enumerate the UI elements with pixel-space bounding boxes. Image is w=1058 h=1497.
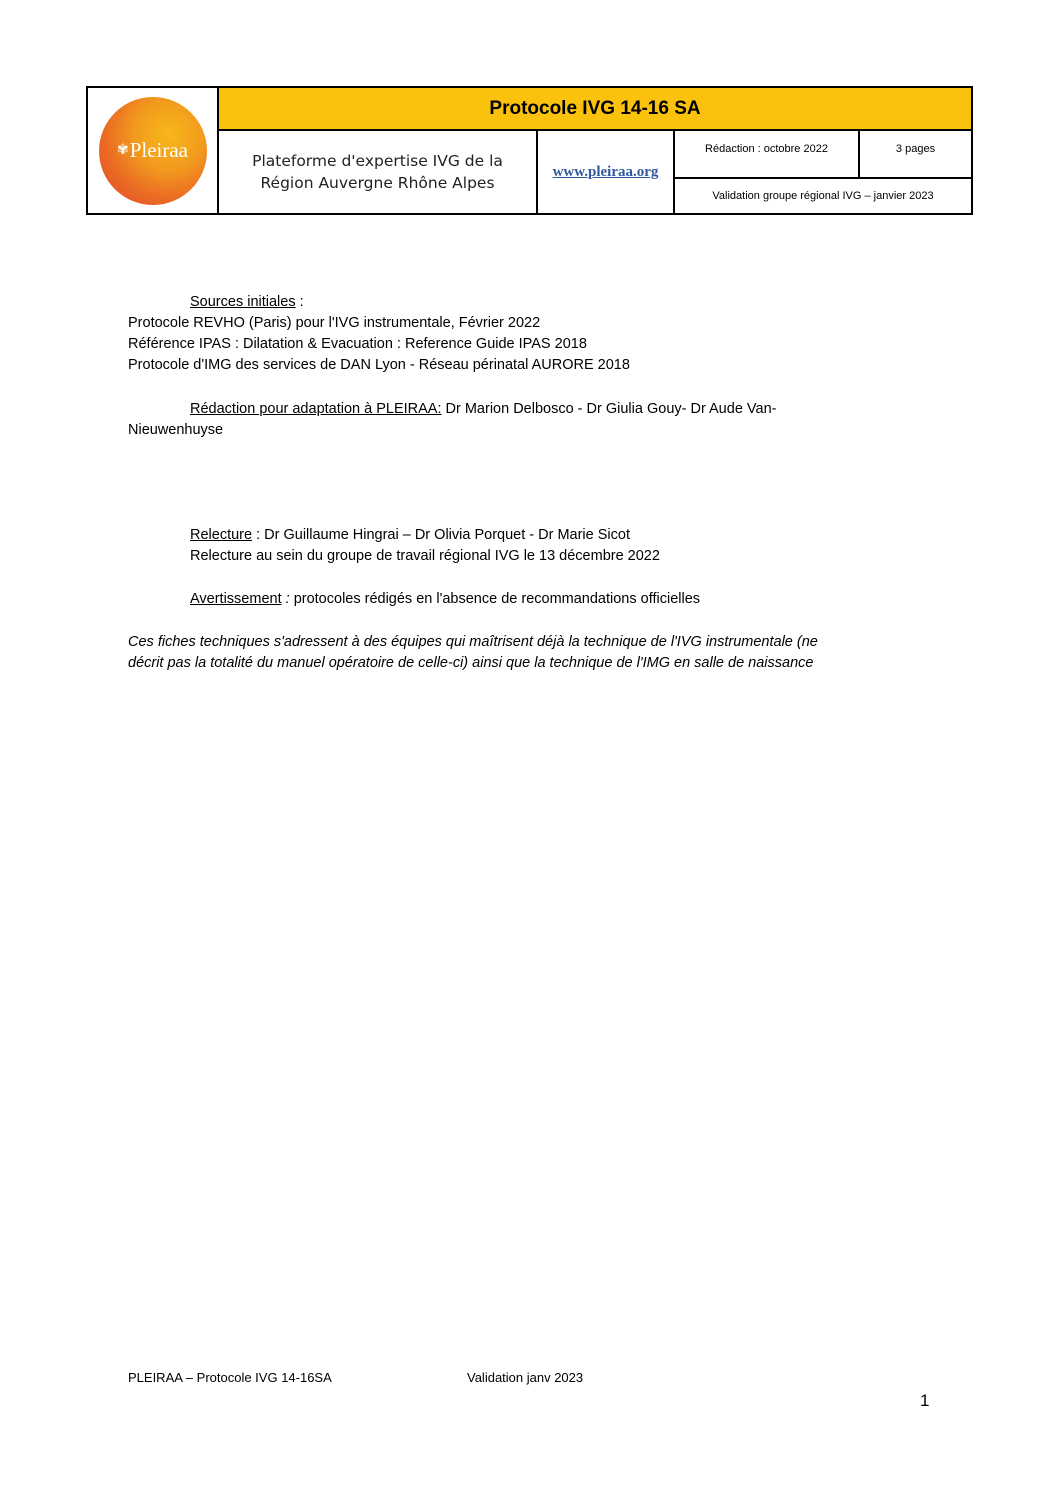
sources-label: Sources initiales	[190, 294, 296, 310]
page-number: 1	[920, 1391, 930, 1410]
avertissement-label: Avertissement	[190, 591, 282, 607]
footer-left: PLEIRAA – Protocole IVG 14-16SA	[128, 1370, 332, 1385]
redaction-date: Rédaction : octobre 2022	[675, 131, 860, 179]
source-item: Référence IPAS : Dilatation & Evacuation : Reference Guide IPAS 2018	[128, 336, 587, 352]
avertissement-line	[190, 589, 700, 609]
relecture-names: : Dr Guillaume Hingrai – Dr Olivia Porquet - Dr Marie Sicot	[252, 527, 630, 543]
relecture-label: Relecture	[190, 527, 253, 543]
authors-line-1: Dr Marion Delbosco - Dr Giulia Gouy- Dr Aude Van-	[441, 401, 777, 417]
redaction-label: Rédaction pour adaptation à PLEIRAA:	[190, 401, 442, 417]
avertissement-text: protocoles rédigés en l'absence de recommandations officielles	[289, 591, 701, 607]
platform-line-2: Région Auvergne Rhône Alpes	[260, 174, 495, 192]
platform-description	[219, 131, 538, 213]
validation-info: Validation groupe régional IVG – janvier 2023	[712, 190, 934, 202]
tree-icon: ✾	[116, 143, 129, 158]
relecture-group: Relecture au sein du groupe de travail régional IVG le 13 décembre 2022	[190, 548, 660, 564]
platform-line-1: Plateforme d'expertise IVG de la	[252, 152, 503, 170]
avertissement-colon: :	[281, 591, 290, 607]
page-count: 3 pages	[860, 131, 971, 179]
website-cell	[538, 131, 675, 213]
logo-text: Pleiraa	[129, 138, 189, 162]
technical-note-line-2: décrit pas la totalité du manuel opératoire de celle-ci) ainsi que la technique de l'IMG en salle de naissance	[128, 655, 814, 671]
authors-line-2: Nieuwenhuyse	[128, 422, 224, 438]
document-header	[86, 86, 973, 215]
footer-validation: Validation janv 2023	[467, 1370, 584, 1385]
logo-cell	[88, 88, 219, 213]
source-item: Protocole REVHO (Paris) pour l'IVG instrumentale, Février 2022	[128, 315, 541, 331]
sources-colon: :	[295, 294, 304, 310]
website-link[interactable]: www.pleiraa.org	[552, 163, 659, 180]
technical-note-line-1: Ces fiches techniques s'adressent à des équipes qui maîtrisent déjà la technique de l'IVG instrumentale (ne	[128, 634, 818, 650]
pleiraa-logo	[99, 97, 207, 205]
redaction-authors	[190, 399, 776, 419]
document-title: Protocole IVG 14-16 SA	[219, 88, 971, 131]
relecture-line	[190, 525, 630, 545]
sources-heading	[190, 292, 304, 312]
source-item: Protocole d'IMG des services de DAN Lyon - Réseau périnatal AURORE 2018	[128, 357, 630, 373]
